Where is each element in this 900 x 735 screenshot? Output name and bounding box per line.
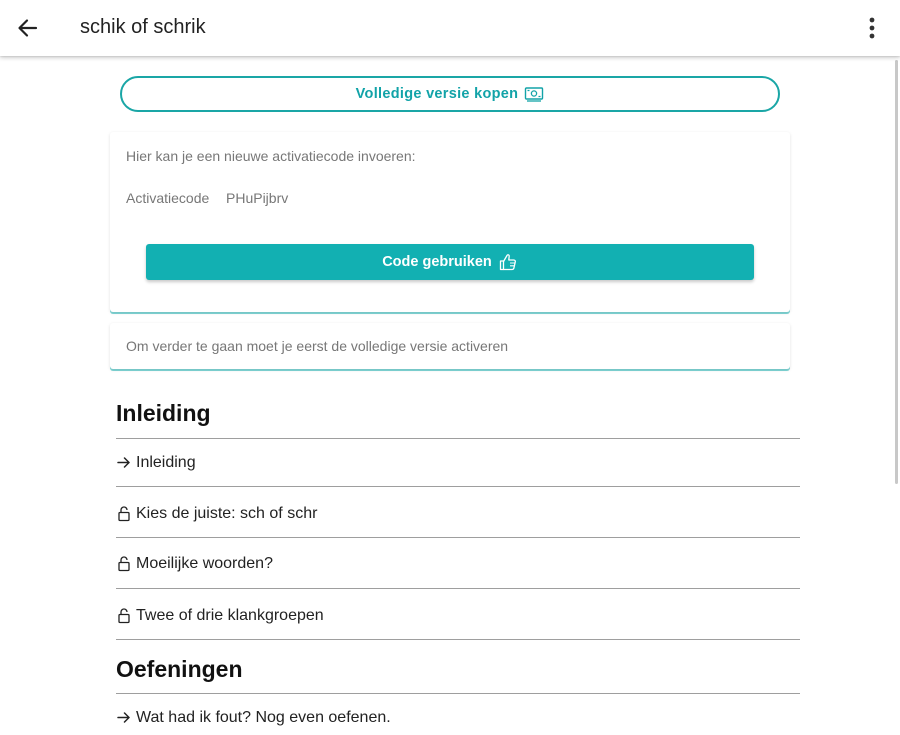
divider — [116, 639, 800, 640]
divider — [116, 486, 800, 487]
back-button[interactable] — [14, 14, 42, 42]
page-title: schik of schrik — [80, 16, 206, 38]
use-code-label: Code gebruiken — [382, 254, 492, 270]
thumbs-up-icon — [498, 252, 518, 272]
notice-text: Om verder te gaan moet je eerst de volledige versie activeren — [126, 338, 509, 354]
activation-code-input[interactable] — [226, 186, 526, 210]
activation-code-label: Activatiecode — [126, 190, 210, 206]
section-title-inleiding: Inleiding — [116, 400, 211, 426]
app-bar — [0, 0, 900, 56]
list-item-wat-had-ik-fout[interactable] — [116, 703, 800, 733]
list-item-label: Twee of drie klankgroepen — [136, 607, 324, 624]
lock-icon — [116, 555, 132, 573]
arrow-right-icon — [116, 454, 132, 472]
list-item-label: Kies de juiste: sch of schr — [136, 505, 318, 522]
list-item-moeilijke-woorden[interactable] — [116, 549, 800, 579]
arrow-left-icon — [14, 14, 42, 42]
list-item-inleiding[interactable] — [116, 448, 800, 478]
money-icon — [524, 86, 544, 102]
list-item-label: Inleiding — [136, 454, 196, 471]
divider — [116, 438, 800, 439]
divider — [116, 588, 800, 589]
notice-card — [110, 323, 790, 369]
use-code-button[interactable] — [146, 244, 754, 280]
list-item-label: Moeilijke woorden? — [136, 555, 273, 572]
scrollbar-thumb[interactable] — [895, 60, 898, 484]
lock-icon — [116, 607, 132, 625]
buy-full-version-label: Volledige versie kopen — [355, 86, 519, 102]
activation-hint: Hier kan je een nieuwe activatiecode invoeren: — [126, 148, 416, 164]
divider — [116, 537, 800, 538]
scrollbar[interactable] — [893, 60, 899, 484]
buy-full-version-button[interactable] — [120, 76, 780, 112]
more-options-button[interactable] — [860, 14, 884, 42]
list-item-kies-de-juiste[interactable] — [116, 499, 800, 529]
list-item-twee-of-drie-klankgroepen[interactable] — [116, 601, 800, 631]
lock-icon — [116, 505, 132, 523]
arrow-right-icon — [116, 709, 132, 727]
activation-card — [110, 132, 790, 312]
section-title-oefeningen: Oefeningen — [116, 656, 243, 682]
divider — [116, 693, 800, 694]
more-vertical-icon — [860, 14, 884, 42]
list-item-label: Wat had ik fout? Nog even oefenen. — [136, 709, 391, 726]
